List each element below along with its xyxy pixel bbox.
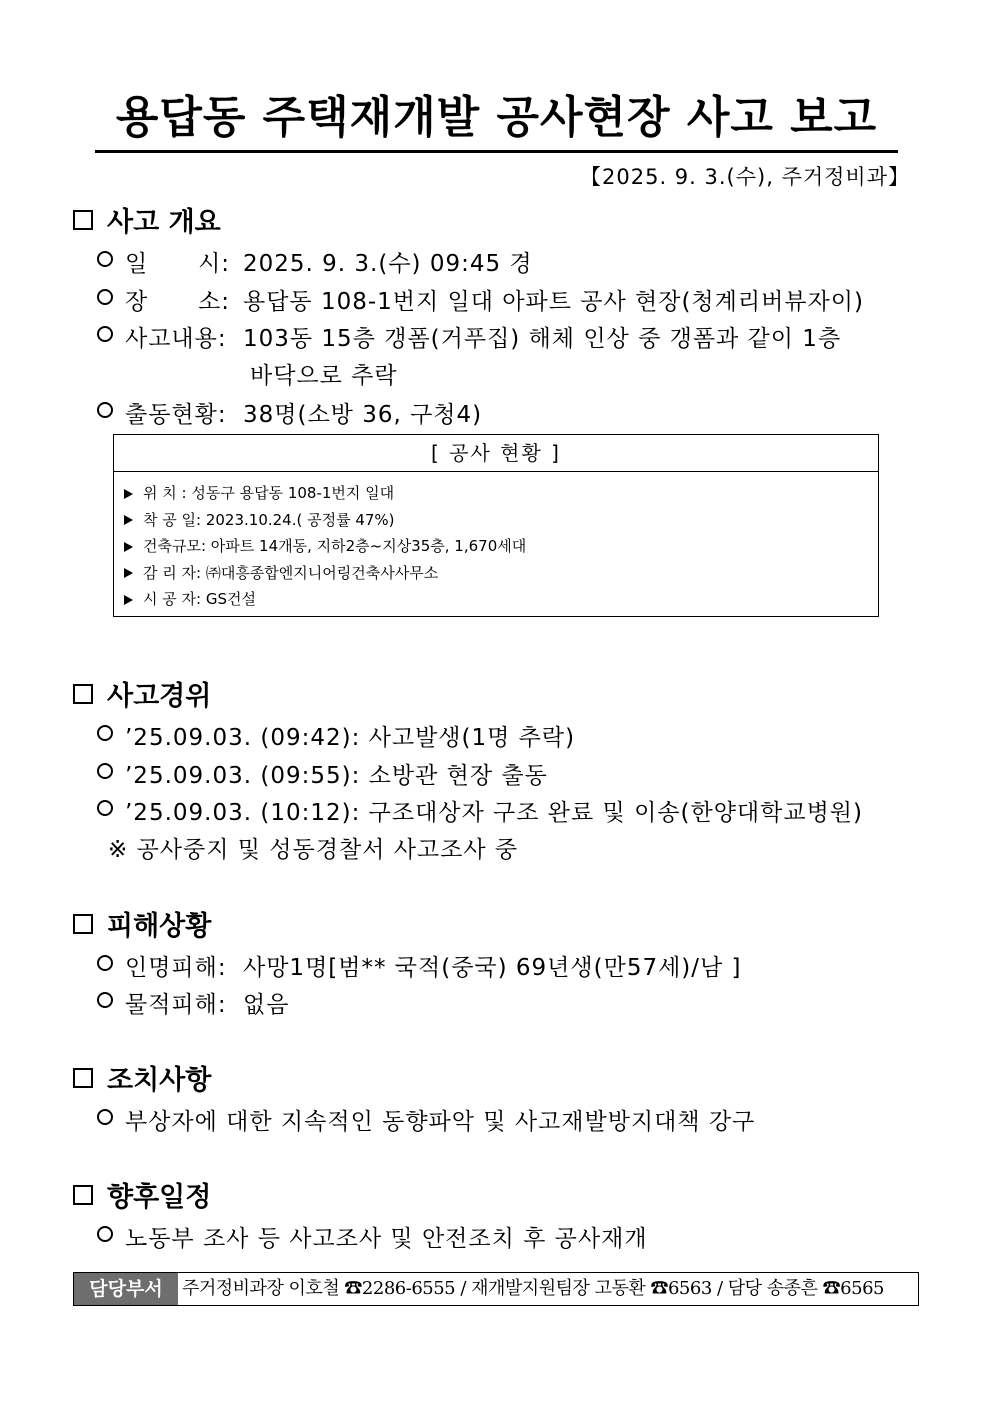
section-heading-damage: 피해상황 xyxy=(73,904,211,943)
checkbox-icon xyxy=(73,1185,93,1205)
circle-bullet-icon xyxy=(97,992,113,1008)
damage-item-property: 물적피해: 없음 xyxy=(97,986,289,1019)
section-heading-schedule: 향후일정 xyxy=(73,1175,211,1214)
circle-bullet-icon xyxy=(97,955,113,971)
title-container xyxy=(95,92,898,153)
damage-item-casualty: 인명피해: 사망1명[범** 국적(중국) 69년생(만57세)/남 ] xyxy=(97,949,742,982)
checkbox-icon xyxy=(73,1068,93,1088)
section-heading-timeline: 사고경위 xyxy=(73,674,211,713)
circle-bullet-icon xyxy=(97,763,113,779)
section-heading-overview: 사고 개요 xyxy=(73,200,221,239)
circle-bullet-icon xyxy=(97,1109,113,1125)
overview-item-time: 일 시: 2025. 9. 3.(수) 09:45 경 xyxy=(97,245,533,278)
page-title: 용답동 주택재개발 공사현장 사고 보고 xyxy=(115,92,878,143)
overview-item-dispatch: 출동현황: 38명(소방 36, 구청4) xyxy=(97,396,482,429)
timeline-item: ’25.09.03. (10:12): 구조대상자 구조 완료 및 이송(한양대학교병원) xyxy=(97,794,863,827)
report-date: 【2025. 9. 3.(수), 주거정비과】 xyxy=(580,165,910,189)
circle-bullet-icon xyxy=(97,725,113,741)
circle-bullet-icon xyxy=(97,289,113,305)
status-item: 감 리 자: ㈜대흥종합엔지니어링건축사사무소 xyxy=(124,560,878,587)
circle-bullet-icon xyxy=(97,800,113,816)
footer-contacts: 주거정비과장 이호철 ☎2286-6555 / 재개발지원팀장 고동환 ☎6563 / 담당 송종흔 ☎6565 xyxy=(182,1278,884,1299)
status-list xyxy=(114,472,878,613)
triangle-bullet-icon xyxy=(124,515,133,525)
timeline-item: ’25.09.03. (09:55): 소방관 현장 출동 xyxy=(97,757,548,790)
circle-bullet-icon xyxy=(97,326,113,342)
status-item: 위 치 : 성동구 용답동 108-1번지 일대 xyxy=(124,480,878,507)
status-item: 착 공 일: 2023.10.24.( 공정률 47%) xyxy=(124,507,878,534)
timeline-item: ’25.09.03. (09:42): 사고발생(1명 추락) xyxy=(97,719,575,752)
schedule-item: 노동부 조사 등 사고조사 및 안전조치 후 공사재개 xyxy=(97,1220,648,1253)
circle-bullet-icon xyxy=(97,251,113,267)
triangle-bullet-icon xyxy=(124,595,133,605)
triangle-bullet-icon xyxy=(124,489,133,499)
section-heading-actions: 조치사항 xyxy=(73,1058,211,1097)
timeline-note: ※ 공사중지 및 성동경찰서 사고조사 중 xyxy=(108,837,519,863)
status-item: 시 공 자: GS건설 xyxy=(124,586,878,613)
footer-label: 담당부서 xyxy=(74,1273,178,1305)
checkbox-icon xyxy=(73,210,93,230)
checkbox-icon xyxy=(73,684,93,704)
overview-item-content-cont: 바닥으로 추락 xyxy=(250,363,398,389)
checkbox-icon xyxy=(73,914,93,934)
overview-item-place: 장 소: 용답동 108-1번지 일대 아파트 공사 현장(청계리버뷰자이) xyxy=(97,283,864,316)
contact-footer xyxy=(73,1272,919,1306)
overview-item-content: 사고내용: 103동 15층 갱폼(거푸집) 해체 인상 중 갱폼과 같이 1층 xyxy=(97,320,841,353)
status-box-title: [ 공사 현황 ] xyxy=(114,435,878,472)
circle-bullet-icon xyxy=(97,1226,113,1242)
triangle-bullet-icon xyxy=(124,542,133,552)
action-item: 부상자에 대한 지속적인 동향파악 및 사고재발방지대책 강구 xyxy=(97,1103,755,1136)
circle-bullet-icon xyxy=(97,402,113,418)
construction-status-box xyxy=(113,434,879,617)
status-item: 건축규모: 아파트 14개동, 지하2층~지상35층, 1,670세대 xyxy=(124,533,878,560)
triangle-bullet-icon xyxy=(124,568,133,578)
